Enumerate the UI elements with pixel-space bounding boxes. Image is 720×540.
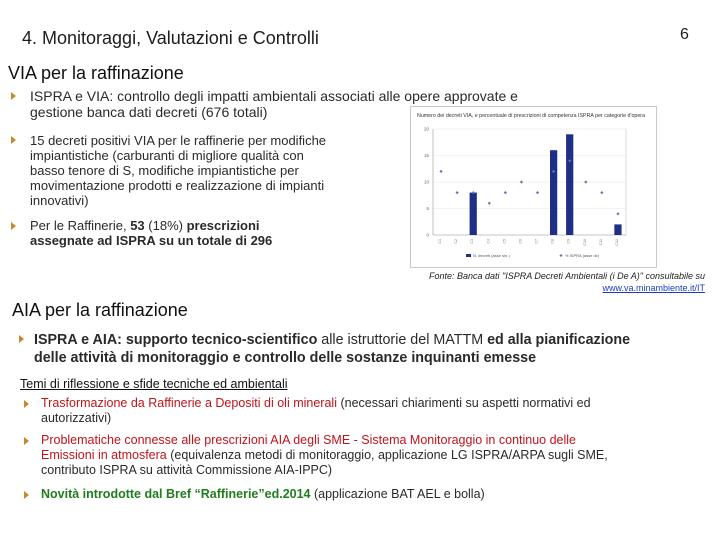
point [456, 191, 459, 194]
point [536, 191, 539, 194]
temi-item-2-line1: Problematiche connesse alle prescrizioni AIA degli SME - Sistema Monitoraggio in continuo delle [41, 433, 577, 447]
via-bullet-2 [30, 133, 400, 208]
via-bullet-1-line2: gestione banca dati decreti (676 totali) [30, 104, 268, 120]
temi-item-3-line1 [41, 487, 711, 502]
temi-item-2-rest: (equivalenza metodi di monitoraggio, applicazione LG ISPRA/ARPA sugli SME, [170, 448, 608, 462]
x-tick-label: C5 [502, 239, 507, 244]
chart-source: Fonte: Banca dati "ISPRA Decreti Ambientali (i De A)" consultabile su [428, 271, 705, 281]
via-bullet-2-line: basso tenore di S, modifiche impiantistiche per [30, 163, 299, 178]
x-tick-label: C9 [566, 239, 571, 244]
x-tick-label: C11 [598, 239, 603, 246]
via-bullet-3-post: prescrizioni [186, 218, 260, 233]
aia-bullet-1-line2: delle attività di monitoraggio e controllo delle sostanze inquinanti emesse [34, 350, 537, 366]
temi-item-3-rest: (applicazione BAT AEL e bolla) [313, 487, 485, 501]
legend-label: N. decreti (asse sin.) [473, 253, 510, 258]
point [616, 212, 619, 215]
chart-bars [470, 134, 622, 235]
point [504, 191, 507, 194]
aia-bullet-1 [34, 331, 714, 367]
via-bullet-3-percent: (18%) [144, 218, 187, 233]
temi-item-1-line1 [41, 396, 711, 411]
via-bullet-2-line: impiantistiche (carburanti di migliore qualità con [30, 148, 304, 163]
x-tick-label: C3 [470, 239, 475, 244]
aia-bullet-1-line1 [34, 331, 714, 349]
temi-item-1-line2: autorizzativi) [41, 411, 112, 425]
bullet-icon [24, 400, 29, 408]
bullet-icon [11, 92, 16, 100]
bar [550, 150, 557, 235]
chart-points [439, 159, 619, 215]
temi-item-1-rest: (necessari chiarimenti su aspetti normativi ed [340, 396, 591, 410]
x-tick-label: C2 [454, 239, 459, 244]
via-bullet-3-number: 53 [130, 218, 145, 233]
bullet-icon [11, 136, 16, 144]
y-tick-label: 20 [423, 126, 429, 132]
aia-heading: AIA per la raffinazione [12, 300, 188, 320]
temi-item-2 [41, 433, 711, 478]
aia-bullet-1-post: ed alla pianificazione [487, 332, 631, 348]
bullet-icon [24, 437, 29, 445]
bullet-icon [24, 491, 29, 499]
bar [566, 134, 573, 235]
x-tick-label: C1 [438, 239, 443, 244]
bullet-icon [11, 222, 16, 230]
legend-swatch-points [559, 254, 562, 257]
temi-item-3 [41, 487, 711, 502]
temi-item-1 [41, 396, 711, 426]
chart-source-link[interactable]: www.va.minambiente.it/IT [602, 283, 705, 293]
via-heading: VIA per la raffinazione [8, 63, 184, 83]
y-tick-label: 10 [423, 179, 429, 185]
temi-item-2-red: Emissioni in atmosfera [41, 448, 171, 462]
x-tick-label: C4 [486, 239, 491, 244]
bar [470, 193, 477, 235]
y-tick-label: 15 [423, 153, 429, 158]
x-tick-label: C7 [534, 239, 539, 244]
x-tick-label: C10 [582, 239, 587, 246]
page-number: 6 [680, 26, 689, 43]
via-chart-svg [411, 107, 656, 267]
slide-title: 4. Monitoraggi, Valutazioni e Controlli [22, 28, 319, 48]
via-bullet-3-line1 [30, 218, 400, 233]
point [439, 170, 442, 173]
chart-grid [424, 127, 626, 246]
aia-bullet-1-pre: ISPRA e AIA: supporto tecnico-scientifico [34, 332, 322, 348]
chart-title: Numero dei decreti VIA, e percentuale di prescrizioni di competenza ISPRA per categorie d'opera [417, 113, 646, 119]
via-chart [410, 106, 657, 268]
legend-swatch-bars [466, 254, 471, 257]
point [584, 180, 587, 183]
via-bullet-2-line: movimentazione prodotti e realizzazione di impianti [30, 178, 325, 193]
via-bullet-1-line1: ISPRA e VIA: controllo degli impatti ambientali associati alle opere approvate e [30, 88, 518, 104]
y-tick-label: 0 [426, 232, 429, 238]
via-bullet-2-line: innovativi) [30, 193, 89, 208]
chart-legend [466, 253, 600, 258]
x-tick-label: C6 [518, 239, 523, 244]
point [600, 191, 603, 194]
point [488, 202, 491, 205]
via-bullet-2-line: 15 decreti positivi VIA per le raffinerie per modifiche [30, 133, 327, 148]
temi-item-1-red: Trasformazione da Raffinerie a Depositi di oli minerali [41, 396, 341, 410]
x-tick-label: C12 [614, 239, 619, 246]
via-bullet-3 [30, 218, 400, 248]
bar [614, 224, 621, 235]
temi-item-3-green: Novità introdotte dal Bref “Raffinerie”ed.2014 [41, 487, 314, 501]
x-tick-label: C8 [550, 239, 555, 244]
aia-bullet-1-mid: alle istruttorie del MATTM [321, 332, 488, 348]
temi-item-2-line2 [41, 448, 711, 463]
via-bullet-3-pre: Per le Raffinerie, [30, 218, 131, 233]
temi-heading: Temi di riflessione e sfide tecniche ed ambientali [20, 377, 288, 391]
y-tick-label: 5 [426, 206, 429, 211]
via-bullet-3-line2: assegnate ad ISPRA su un totale di 296 [30, 233, 273, 248]
point [520, 180, 523, 183]
temi-item-2-line3: contributo ISPRA su attività Commissione AIA-IPPC) [41, 463, 333, 477]
bullet-icon [19, 335, 24, 343]
legend-label: % ISPRA (asse dx) [565, 253, 600, 258]
